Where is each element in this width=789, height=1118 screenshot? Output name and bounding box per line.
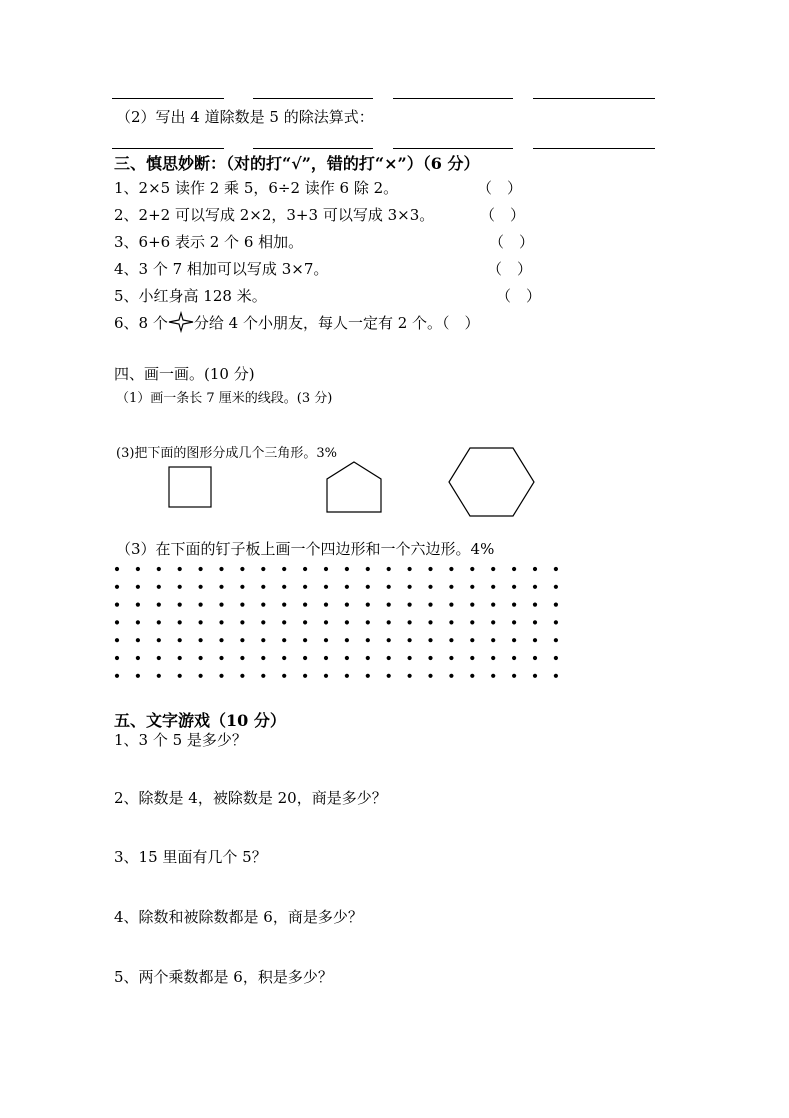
peg-dot[interactable] xyxy=(178,674,182,678)
peg-dot[interactable] xyxy=(240,567,244,571)
peg-dot[interactable] xyxy=(408,674,412,678)
answer-line[interactable] xyxy=(393,148,513,149)
peg-dot[interactable] xyxy=(240,656,244,660)
peg-dot[interactable] xyxy=(303,585,307,589)
peg-dot[interactable] xyxy=(219,585,223,589)
peg-dot[interactable] xyxy=(554,585,558,589)
peg-dot[interactable] xyxy=(136,674,140,678)
peg-dot[interactable] xyxy=(199,585,203,589)
peg-dot[interactable] xyxy=(261,674,265,678)
word-question-2: 2、除数是 4，被除数是 20，商是多少？ xyxy=(114,789,387,807)
peg-dot[interactable] xyxy=(470,674,474,678)
peg-dot[interactable] xyxy=(282,567,286,571)
peg-dot[interactable] xyxy=(199,620,203,624)
peg-dot[interactable] xyxy=(115,656,119,660)
peg-dot[interactable] xyxy=(470,656,474,660)
peg-dot[interactable] xyxy=(428,656,432,660)
peg-dot[interactable] xyxy=(345,656,349,660)
peg-dot[interactable] xyxy=(136,656,140,660)
peg-dot[interactable] xyxy=(261,603,265,607)
peg-dot[interactable] xyxy=(491,638,495,642)
peg-dot[interactable] xyxy=(554,567,558,571)
peg-dot[interactable] xyxy=(387,620,391,624)
peg-dot[interactable] xyxy=(366,620,370,624)
peg-dot[interactable] xyxy=(261,585,265,589)
peg-dot[interactable] xyxy=(115,638,119,642)
peg-dot[interactable] xyxy=(428,603,432,607)
peg-dot[interactable] xyxy=(533,620,537,624)
peg-dot[interactable] xyxy=(470,620,474,624)
peg-dot[interactable] xyxy=(512,638,516,642)
peg-dot[interactable] xyxy=(115,620,119,624)
peg-dot[interactable] xyxy=(240,638,244,642)
peg-dot[interactable] xyxy=(345,585,349,589)
peg-dot[interactable] xyxy=(219,620,223,624)
peg-dot[interactable] xyxy=(199,656,203,660)
peg-dot[interactable] xyxy=(157,656,161,660)
peg-dot[interactable] xyxy=(512,620,516,624)
peg-dot[interactable] xyxy=(115,674,119,678)
peg-dot[interactable] xyxy=(219,656,223,660)
peg-dot[interactable] xyxy=(219,674,223,678)
peg-dot[interactable] xyxy=(240,585,244,589)
peg-dot[interactable] xyxy=(345,638,349,642)
peg-dot[interactable] xyxy=(157,674,161,678)
answer-paren-1[interactable]: （ ） xyxy=(477,179,523,197)
peg-dot[interactable] xyxy=(178,567,182,571)
peg-dot[interactable] xyxy=(449,585,453,589)
peg-dot[interactable] xyxy=(533,567,537,571)
peg-dot[interactable] xyxy=(387,603,391,607)
peg-dot[interactable] xyxy=(449,674,453,678)
question-2-prompt: （2）写出 4 道除数是 5 的除法算式： xyxy=(116,108,374,126)
peg-dot[interactable] xyxy=(219,638,223,642)
pegboard-prompt: （3）在下面的钉子板上画一个四边形和一个六边形。4% xyxy=(116,540,495,558)
word-question-5: 5、两个乘数都是 6，积是多少？ xyxy=(114,968,333,986)
peg-dot[interactable] xyxy=(136,603,140,607)
pentagon-shape[interactable] xyxy=(326,461,382,513)
peg-dot[interactable] xyxy=(449,656,453,660)
peg-dot[interactable] xyxy=(428,567,432,571)
peg-dot[interactable] xyxy=(470,585,474,589)
peg-dot[interactable] xyxy=(470,603,474,607)
peg-dot[interactable] xyxy=(387,567,391,571)
peg-dot[interactable] xyxy=(324,567,328,571)
answer-line[interactable] xyxy=(393,98,513,99)
peg-board[interactable] xyxy=(110,562,570,690)
peg-dot[interactable] xyxy=(554,656,558,660)
peg-dot[interactable] xyxy=(512,585,516,589)
answer-paren-3[interactable]: （ ） xyxy=(489,233,535,251)
peg-dot[interactable] xyxy=(282,638,286,642)
judge-item-3: 3、6+6 表示 2 个 6 相加。 xyxy=(114,233,304,251)
peg-dot[interactable] xyxy=(178,638,182,642)
peg-dot[interactable] xyxy=(345,674,349,678)
peg-dot[interactable] xyxy=(366,656,370,660)
peg-dot[interactable] xyxy=(554,674,558,678)
peg-dot[interactable] xyxy=(512,567,516,571)
peg-dot[interactable] xyxy=(261,638,265,642)
peg-dot[interactable] xyxy=(491,674,495,678)
answer-line[interactable] xyxy=(112,98,224,99)
peg-dot[interactable] xyxy=(115,585,119,589)
peg-dot[interactable] xyxy=(387,656,391,660)
peg-dot[interactable] xyxy=(491,585,495,589)
peg-dot[interactable] xyxy=(261,620,265,624)
peg-dot[interactable] xyxy=(491,620,495,624)
judge-item-6-after: 分给 4 个小朋友，每人一定有 2 个。 xyxy=(193,314,443,332)
peg-dot[interactable] xyxy=(533,656,537,660)
section-4-title: 四、画一画。(10 分) xyxy=(114,365,255,383)
peg-dot[interactable] xyxy=(408,638,412,642)
peg-dot[interactable] xyxy=(282,674,286,678)
peg-dot[interactable] xyxy=(345,567,349,571)
peg-dot[interactable] xyxy=(366,603,370,607)
peg-dot[interactable] xyxy=(157,603,161,607)
square-shape[interactable] xyxy=(168,466,212,508)
peg-dot[interactable] xyxy=(387,674,391,678)
peg-dot[interactable] xyxy=(470,638,474,642)
judge-item-6 xyxy=(114,312,480,333)
peg-dot[interactable] xyxy=(345,603,349,607)
peg-dot[interactable] xyxy=(512,656,516,660)
peg-dot[interactable] xyxy=(199,567,203,571)
judge-item-6-before: 6、8 个 xyxy=(114,314,168,332)
peg-dot[interactable] xyxy=(324,620,328,624)
judge-item-5: 5、小红身高 128 米。 xyxy=(114,287,267,305)
peg-dot[interactable] xyxy=(366,567,370,571)
peg-dot[interactable] xyxy=(115,567,119,571)
peg-dot[interactable] xyxy=(157,638,161,642)
judge-item-2: 2、2+2 可以写成 2×2，3+3 可以写成 3×3。 xyxy=(114,206,435,224)
section-5-title: 五、文字游戏（10 分） xyxy=(114,711,286,730)
word-question-4: 4、除数和被除数都是 6，商是多少？ xyxy=(114,908,363,926)
answer-paren-4[interactable]: （ ） xyxy=(487,260,533,278)
peg-dot[interactable] xyxy=(219,567,223,571)
peg-dot[interactable] xyxy=(282,585,286,589)
draw-line-prompt: （1）画一条长 7 厘米的线段。(3 分) xyxy=(116,391,333,406)
peg-dot[interactable] xyxy=(533,585,537,589)
peg-dot[interactable] xyxy=(199,674,203,678)
peg-dot[interactable] xyxy=(136,620,140,624)
peg-dot[interactable] xyxy=(136,638,140,642)
peg-dot[interactable] xyxy=(240,620,244,624)
word-question-1: 1、3 个 5 是多少？ xyxy=(114,731,247,749)
peg-dot[interactable] xyxy=(303,656,307,660)
peg-dot[interactable] xyxy=(428,620,432,624)
peg-dot[interactable] xyxy=(491,603,495,607)
peg-dot[interactable] xyxy=(282,620,286,624)
peg-dot[interactable] xyxy=(157,585,161,589)
peg-dot[interactable] xyxy=(178,656,182,660)
peg-dot[interactable] xyxy=(408,585,412,589)
peg-dot[interactable] xyxy=(303,603,307,607)
peg-dot[interactable] xyxy=(136,567,140,571)
peg-dot[interactable] xyxy=(178,603,182,607)
peg-dot[interactable] xyxy=(136,585,140,589)
peg-dot[interactable] xyxy=(366,638,370,642)
peg-dot[interactable] xyxy=(324,638,328,642)
peg-dot[interactable] xyxy=(219,603,223,607)
peg-dot[interactable] xyxy=(366,585,370,589)
peg-dot[interactable] xyxy=(178,585,182,589)
peg-dot[interactable] xyxy=(282,603,286,607)
peg-dot[interactable] xyxy=(157,567,161,571)
peg-dot[interactable] xyxy=(533,638,537,642)
peg-dot[interactable] xyxy=(303,638,307,642)
peg-dot[interactable] xyxy=(303,567,307,571)
peg-dot[interactable] xyxy=(282,656,286,660)
triangle-split-prompt: (3)把下面的图形分成几个三角形。3% xyxy=(116,446,338,461)
answer-paren-2[interactable]: （ ） xyxy=(480,206,526,224)
peg-dot[interactable] xyxy=(408,656,412,660)
peg-dot[interactable] xyxy=(533,674,537,678)
peg-dot[interactable] xyxy=(324,656,328,660)
answer-line[interactable] xyxy=(253,98,373,99)
hexagon-shape[interactable] xyxy=(448,447,536,517)
peg-dot[interactable] xyxy=(408,603,412,607)
peg-dot[interactable] xyxy=(470,567,474,571)
judge-item-4: 4、3 个 7 相加可以写成 3×7。 xyxy=(114,260,329,278)
answer-paren-5[interactable]: （ ） xyxy=(496,287,542,305)
peg-dot[interactable] xyxy=(303,620,307,624)
peg-dot[interactable] xyxy=(199,638,203,642)
peg-dot[interactable] xyxy=(491,656,495,660)
peg-dot[interactable] xyxy=(491,567,495,571)
peg-dot[interactable] xyxy=(199,603,203,607)
peg-dot[interactable] xyxy=(408,567,412,571)
peg-dot[interactable] xyxy=(554,620,558,624)
peg-dot[interactable] xyxy=(428,638,432,642)
peg-dot[interactable] xyxy=(324,674,328,678)
peg-dot[interactable] xyxy=(554,638,558,642)
peg-dot[interactable] xyxy=(261,567,265,571)
word-question-3: 3、15 里面有几个 5？ xyxy=(114,848,267,866)
peg-dot[interactable] xyxy=(408,620,412,624)
peg-dot[interactable] xyxy=(387,638,391,642)
peg-dot[interactable] xyxy=(366,674,370,678)
answer-line[interactable] xyxy=(253,148,373,149)
answer-line[interactable] xyxy=(533,148,655,149)
answer-line[interactable] xyxy=(112,148,224,149)
peg-dot[interactable] xyxy=(324,585,328,589)
judge-item-1: 1、2×5 读作 2 乘 5，6÷2 读作 6 除 2。 xyxy=(114,179,399,197)
peg-dot[interactable] xyxy=(512,603,516,607)
peg-dot[interactable] xyxy=(157,620,161,624)
peg-dot[interactable] xyxy=(261,656,265,660)
peg-dot[interactable] xyxy=(178,620,182,624)
peg-dot[interactable] xyxy=(387,585,391,589)
peg-dot[interactable] xyxy=(449,567,453,571)
peg-dot[interactable] xyxy=(533,603,537,607)
peg-dot[interactable] xyxy=(449,603,453,607)
peg-dot[interactable] xyxy=(428,674,432,678)
peg-dot[interactable] xyxy=(345,620,349,624)
peg-dot[interactable] xyxy=(240,603,244,607)
peg-dot[interactable] xyxy=(512,674,516,678)
peg-dot[interactable] xyxy=(324,603,328,607)
star-icon xyxy=(168,312,194,332)
answer-line[interactable] xyxy=(533,98,655,99)
answer-paren-6[interactable]: （ ） xyxy=(442,314,480,332)
peg-dot[interactable] xyxy=(449,638,453,642)
peg-dot[interactable] xyxy=(240,674,244,678)
section-3-title: 三、慎思妙断：（对的打“√”，错的打“×”）（6 分） xyxy=(114,154,480,173)
peg-dot[interactable] xyxy=(428,585,432,589)
peg-dot[interactable] xyxy=(303,674,307,678)
peg-dot[interactable] xyxy=(554,603,558,607)
peg-dot[interactable] xyxy=(115,603,119,607)
peg-dot[interactable] xyxy=(449,620,453,624)
